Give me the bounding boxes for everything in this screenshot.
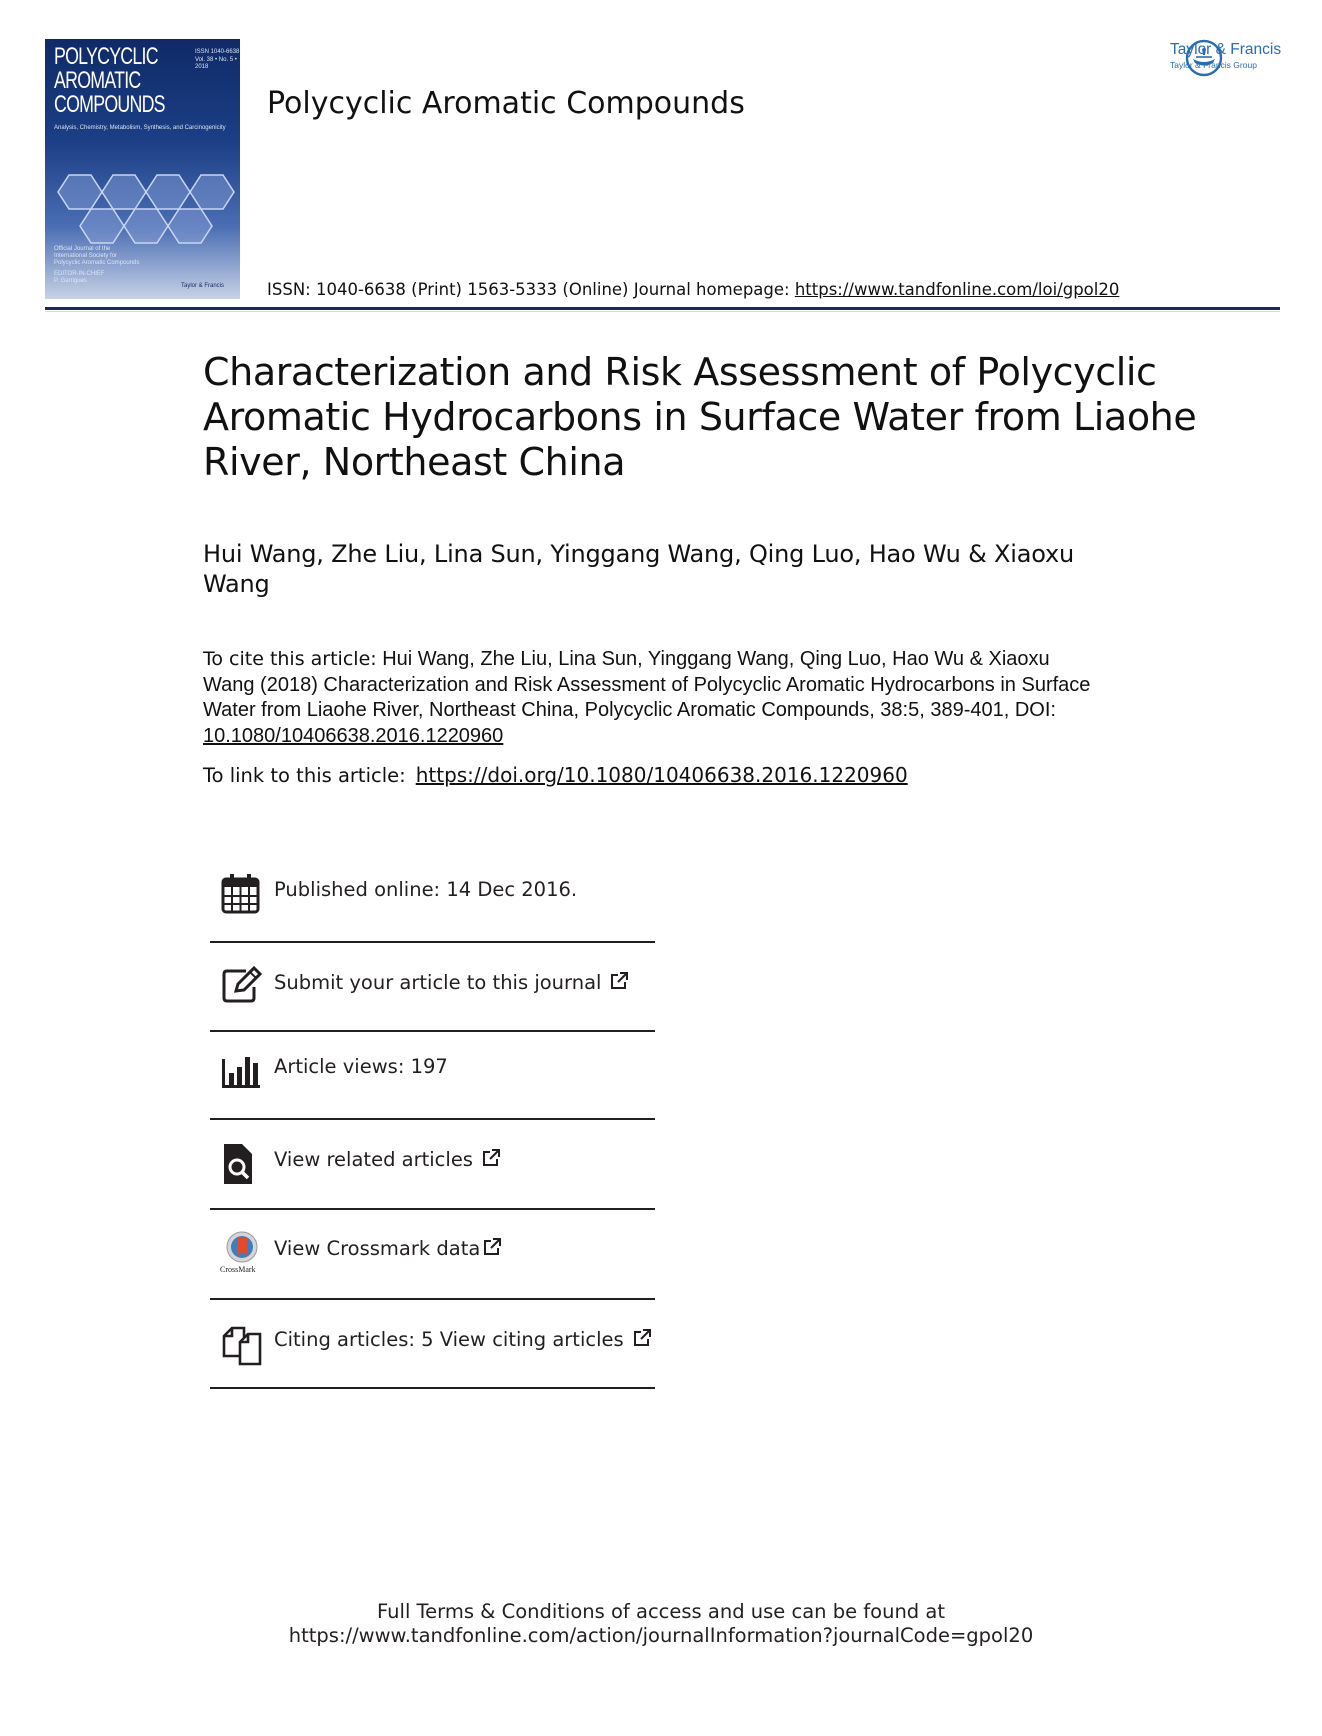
header-divider-light — [45, 311, 1280, 312]
related-articles-row[interactable] — [210, 1138, 655, 1198]
related-articles-label: View related articles — [274, 1148, 473, 1171]
cover-editor-name: P. Garrigues — [54, 278, 87, 284]
footer-terms-link[interactable]: https://www.tandfonline.com/action/journalInformation?journalCode=gpol20 — [288, 1624, 1034, 1647]
article-doi-link[interactable]: https://doi.org/10.1080/10406638.2016.1220960 — [415, 763, 908, 787]
info-divider — [210, 1030, 655, 1032]
crossmark-label: View Crossmark data — [274, 1237, 481, 1260]
edit-icon — [220, 965, 264, 1009]
cover-editor-label: EDITOR-IN-CHIEF — [54, 271, 105, 277]
article-title: Characterization and Risk Assessment of Polycyclic Aromatic Hydrocarbons in Surface Water from Liaohe River, Northeast China — [203, 350, 1197, 484]
external-link-icon — [609, 971, 629, 991]
published-online-row — [210, 868, 655, 928]
bar-chart-icon — [220, 1049, 264, 1093]
info-divider — [210, 941, 655, 943]
header-divider — [45, 307, 1280, 310]
copy-documents-icon — [220, 1322, 264, 1366]
article-link-line — [203, 763, 908, 787]
cover-subtitle: Analysis, Chemistry, Metabolism, Synthesis, and Carcinogenicity — [54, 125, 226, 131]
cover-volume: Vol. 38 • No. 5 • 2018 — [195, 57, 237, 70]
external-link-icon — [632, 1328, 652, 1348]
link-label: To link to this article: — [203, 764, 406, 787]
info-divider — [210, 1208, 655, 1210]
journal-homepage-link[interactable]: https://www.tandfonline.com/loi/gpol20 — [794, 280, 1120, 299]
article-views-text: Article views: 197 — [274, 1055, 448, 1078]
cite-label: To cite this article: — [203, 648, 377, 670]
submit-article-link[interactable] — [274, 971, 629, 994]
info-divider — [210, 1387, 655, 1389]
issn-text: ISSN: 1040-6638 (Print) 1563-5333 (Online) Journal homepage: — [267, 280, 795, 299]
cite-doi-link[interactable]: 10.1080/10406638.2016.1220960 — [203, 724, 504, 747]
publisher-name: Taylor & Francis — [1170, 41, 1282, 58]
info-divider — [210, 1298, 655, 1300]
published-online-text: Published online: 14 Dec 2016. — [274, 878, 578, 901]
article-views-row — [210, 1045, 655, 1105]
cite-text: Hui Wang, Zhe Liu, Lina Sun, Yinggang Wang, Qing Luo, Hao Wu & Xiaoxu Wang (2018) Characterization and Risk Assessment of Polycyclic Aromatic Hydrocarbons in Surface Water from Liaohe River, Northeast China, Polycyclic Aromatic Compounds, 38:5, 389-401, DOI: — [203, 648, 1091, 721]
external-link-icon — [482, 1237, 502, 1257]
document-search-icon — [220, 1142, 264, 1186]
footer-line-1: Full Terms & Conditions of access and use can be found at — [377, 1600, 945, 1623]
article-authors: Hui Wang, Zhe Liu, Lina Sun, Yinggang Wang, Qing Luo, Hao Wu & Xiaoxu Wang — [203, 540, 1074, 598]
citing-articles-label: Citing articles: 5 View citing articles — [274, 1328, 624, 1351]
crossmark-logo-text: CrossMark — [220, 1265, 256, 1274]
submit-article-label: Submit your article to this journal — [274, 971, 602, 994]
crossmark-link[interactable] — [274, 1237, 502, 1260]
citing-articles-link[interactable] — [274, 1328, 652, 1351]
journal-cover-image — [45, 39, 240, 299]
issn-line — [267, 280, 1119, 299]
cover-publisher: Taylor & Francis — [181, 283, 225, 289]
cover-issn: ISSN 1040-6638 — [195, 49, 240, 55]
calendar-icon — [220, 872, 264, 916]
external-link-icon — [481, 1148, 501, 1168]
submit-article-row[interactable] — [210, 961, 655, 1021]
footer-terms — [0, 1600, 1322, 1648]
cover-society: Official Journal of the International Society for Polycyclic Aromatic Compounds — [54, 246, 140, 266]
crossmark-row[interactable] — [210, 1227, 655, 1287]
related-articles-link[interactable] — [274, 1148, 501, 1171]
citation-block — [203, 647, 1103, 749]
journal-name: Polycyclic Aromatic Compounds — [267, 86, 745, 121]
citing-articles-row[interactable] — [210, 1318, 655, 1378]
info-divider — [210, 1118, 655, 1120]
cover-title: POLYCYCLIC AROMATIC COMPOUNDS — [54, 43, 165, 118]
publisher-group: Taylor & Francis Group — [1170, 60, 1257, 70]
